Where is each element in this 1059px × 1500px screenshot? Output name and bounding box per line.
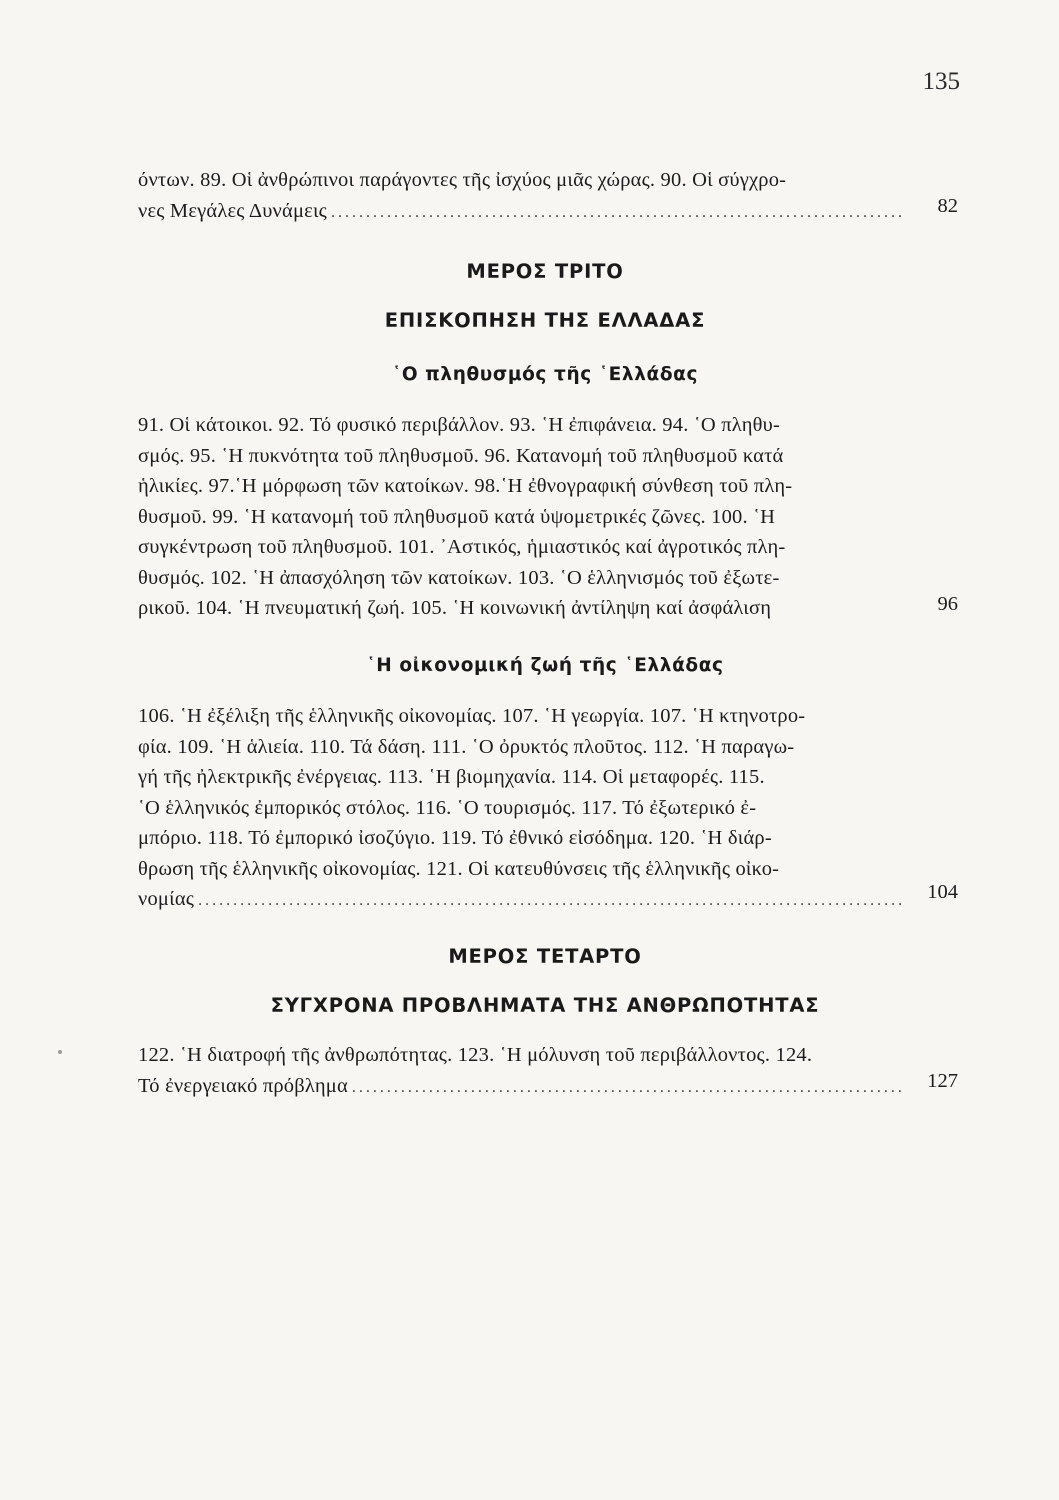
toc-line: 91. Οἱ κάτοικοι. 92. Τό φυσικό περιβάλλον. 93. ῾Η ἐπιφάνεια. 94. ῾Ο πληθυ- <box>138 414 781 436</box>
toc-line: συγκέντρωση τοῦ πληθυσμοῦ. 101. ᾿Αστικός, ἡμιαστικός καί ἀγροτικός πλη- <box>138 536 786 558</box>
dot-leader <box>198 886 906 917</box>
toc-line-text: Τό ἐνεργειακό πρόβλημα <box>138 1074 348 1097</box>
toc-line: 106. ῾Η ἐξέλιξη τῆς ἑλληνικῆς οἰκονομίας. 107. ῾Η γεωργία. 107. ῾Η κτηνοτρο- <box>138 705 806 727</box>
toc-line: θυσμοῦ. 99. ῾Η κατανομή τοῦ πληθυσμοῦ κατά ὑψομετρικές ζῶνες. 100. ῾Η <box>138 505 776 528</box>
toc-page-number: 96 <box>937 593 958 615</box>
ink-speck <box>58 1050 62 1054</box>
part-subtitle: ΣΥΓΧΡΟΝΑ ΠΡΟΒΛΗΜΑΤΑ ΤΗΣ ΑΝΘΡΩΠΟΤΗΤΑΣ <box>270 994 820 1017</box>
toc-page-number: 104 <box>927 881 958 903</box>
toc-line: ρικοῦ. 104. ῾Η πνευματική ζωή. 105. ῾Η κοινωνική ἀντίληψη καί ἀσφάλιση <box>138 597 772 619</box>
toc-line: μπόριο. 118. Τό ἐμπορικό ἰσοζύγιο. 119. Τό ἐθνικό εἰσόδημα. 120. ῾Η διάρ- <box>138 827 772 849</box>
toc-line: θυσμός. 102. ῾Η ἀπασχόληση τῶν κατοίκων. 103. ῾Ο ἑλληνισμός τοῦ ἐξωτε- <box>138 566 780 589</box>
dot-leader <box>352 1073 906 1104</box>
toc-entry-91 <box>138 410 958 624</box>
toc-line: σμός. 95. ῾Η πυκνότητα τοῦ πληθυσμοῦ. 96. Κατανομή τοῦ πληθυσμοῦ κατά <box>138 444 784 467</box>
toc-entry-122 <box>138 1040 958 1103</box>
toc-line: όντων. 89. Οἱ ἀνθρώπινοι παράγοντες τῆς ἰσχύος μιᾶς χώρας. 90. Οἱ σύγχρο- <box>138 169 787 191</box>
section-title: ῾Η οἰκονομική ζωή τῆς ῾Ελλάδας <box>366 655 724 676</box>
toc-line: 122. ῾Η διατροφή τῆς ἀνθρωπότητας. 123. ῾Η μόλυνση τοῦ περιβάλλοντος. 124. <box>138 1044 813 1066</box>
dot-leader <box>331 198 906 229</box>
toc-line-text: νομίας <box>138 888 195 910</box>
section-title: ῾Ο πληθυσμός τῆς ῾Ελλάδας <box>391 364 699 385</box>
part-subtitle: ΕΠΙΣΚΟΠΗΣΗ ΤΗΣ ΕΛΛΑΔΑΣ <box>384 309 706 332</box>
toc-last-line <box>138 1071 906 1104</box>
toc-entry-106 <box>138 701 958 917</box>
part-title: ΜΕΡΟΣ ΤΡΙΤΟ <box>466 260 624 283</box>
page-number: 135 <box>922 68 960 95</box>
toc-last-line <box>138 196 906 229</box>
toc-line-text: νες Μεγάλες Δυνάμεις <box>138 199 327 222</box>
toc-last-line <box>138 884 906 917</box>
toc-line: γή τῆς ἠλεκτρικῆς ἐνέργειας. 113. ῾Η βιομηχανία. 114. Οἱ μεταφορές. 115. <box>138 766 765 788</box>
toc-page-number: 127 <box>927 1070 958 1092</box>
toc-line: ῾Ο ἑλληνικός ἐμπορικός στόλος. 116. ῾Ο τουρισμός. 117. Τό ἐξωτερικό ἐ- <box>138 796 757 819</box>
toc-line: φία. 109. ῾Η ἁλιεία. 110. Τά δάση. 111. ῾Ο ὀρυκτός πλοῦτος. 112. ῾Η παραγω- <box>138 735 795 758</box>
part-title: ΜΕΡΟΣ ΤΕΤΑΡΤΟ <box>448 945 642 968</box>
toc-line: ἡλικίες. 97.῾Η μόρφωση τῶν κατοίκων. 98.῾Η ἐθνογραφική σύνθεση τοῦ πλη- <box>138 475 793 497</box>
toc-entry-89 <box>138 165 958 228</box>
toc-line: θρωση τῆς ἑλληνικῆς οἰκονομίας. 121. Οἱ κατευθύνσεις τῆς ἑλληνικῆς οἰκο- <box>138 857 780 880</box>
toc-page-number: 82 <box>937 195 958 217</box>
